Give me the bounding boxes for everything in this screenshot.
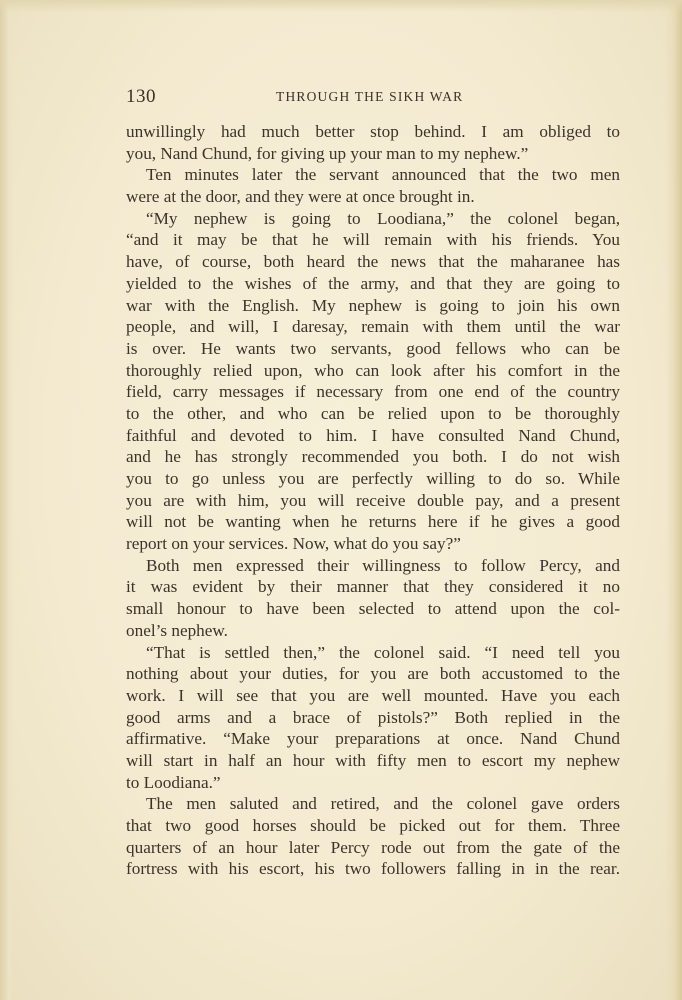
text-line: will start in half an hour with fifty men to escort my nephew (126, 750, 620, 770)
text-line: fortress with his escort, his two followers falling in in the rear. (126, 859, 620, 879)
text-line: “That is settled then,” the colonel said. “I need tell you (146, 642, 620, 662)
text-line: people, and will, I daresay, remain with them until the war (126, 317, 620, 337)
text-line: that two good horses should be picked out for them. Three (126, 816, 620, 835)
running-title: THROUGH THE SIKH WAR (276, 89, 464, 104)
text-line: good arms and a brace of pistols?” Both replied in the (126, 707, 620, 727)
text-line: to Loodiana.” (126, 772, 221, 792)
text-line: it was evident by their manner that they considered it no (126, 577, 620, 597)
text-line: were at the door, and they were at once brought in. (126, 187, 475, 207)
text-line: unwillingly had much better stop behind. I am obliged to (126, 122, 620, 141)
text-line: work. I will see that you are well mounted. Have you each (126, 685, 620, 705)
page-number: 130 (126, 86, 156, 107)
text-line: to the other, and who can be relied upon to be thoroughly (126, 403, 620, 423)
text-line: yielded to the wishes of the army, and that they are going to (126, 273, 620, 293)
text-line: war with the English. My nephew is going to join his own (126, 295, 620, 315)
text-line: field, carry messages if necessary from one end of the country (126, 382, 620, 402)
text-line: affirmative. “Make your preparations at once. Nand Chund (126, 729, 620, 749)
text-line: quarters of an hour later Percy rode out from the gate of the (126, 837, 620, 857)
text-line: you to go unless you are perfectly willing to do so. While (126, 469, 620, 488)
text-line: nothing about your duties, for you are both accustomed to the (126, 664, 620, 684)
page-header (126, 86, 620, 110)
text-line: will not be wanting when he returns here if he gives a good (126, 512, 620, 532)
page-edge-right (666, 0, 682, 1000)
text-line: is over. He wants two servants, good fellows who can be (126, 338, 620, 358)
text-line: small honour to have been selected to attend upon the col- (126, 599, 620, 619)
text-line: “and it may be that he will remain with his friends. You (126, 230, 620, 250)
text-line: The men saluted and retired, and the colonel gave orders (146, 794, 620, 814)
page-edge-top (0, 0, 682, 12)
text-line: faithful and devoted to him. I have consulted Nand Chund, (126, 425, 620, 445)
text-line: and he has strongly recommended you both. I do not wish (126, 447, 620, 467)
text-line: “My nephew is going to Loodiana,” the colonel began, (146, 208, 620, 228)
body-text (126, 121, 620, 880)
text-line: onel’s nephew. (126, 620, 228, 640)
page-edge-left (0, 0, 14, 1000)
text-line: report on your services. Now, what do you say?” (126, 534, 461, 554)
text-line: you, Nand Chund, for giving up your man to my nephew.” (126, 143, 529, 163)
text-line: thoroughly relied upon, who can look after his comfort in the (126, 360, 620, 380)
text-line: Both men expressed their willingness to follow Percy, and (146, 555, 620, 575)
text-line: Ten minutes later the servant announced that the two men (146, 165, 620, 185)
text-line: you are with him, you will receive double pay, and a present (126, 490, 620, 510)
text-line: have, of course, both heard the news that the maharanee has (126, 252, 620, 272)
